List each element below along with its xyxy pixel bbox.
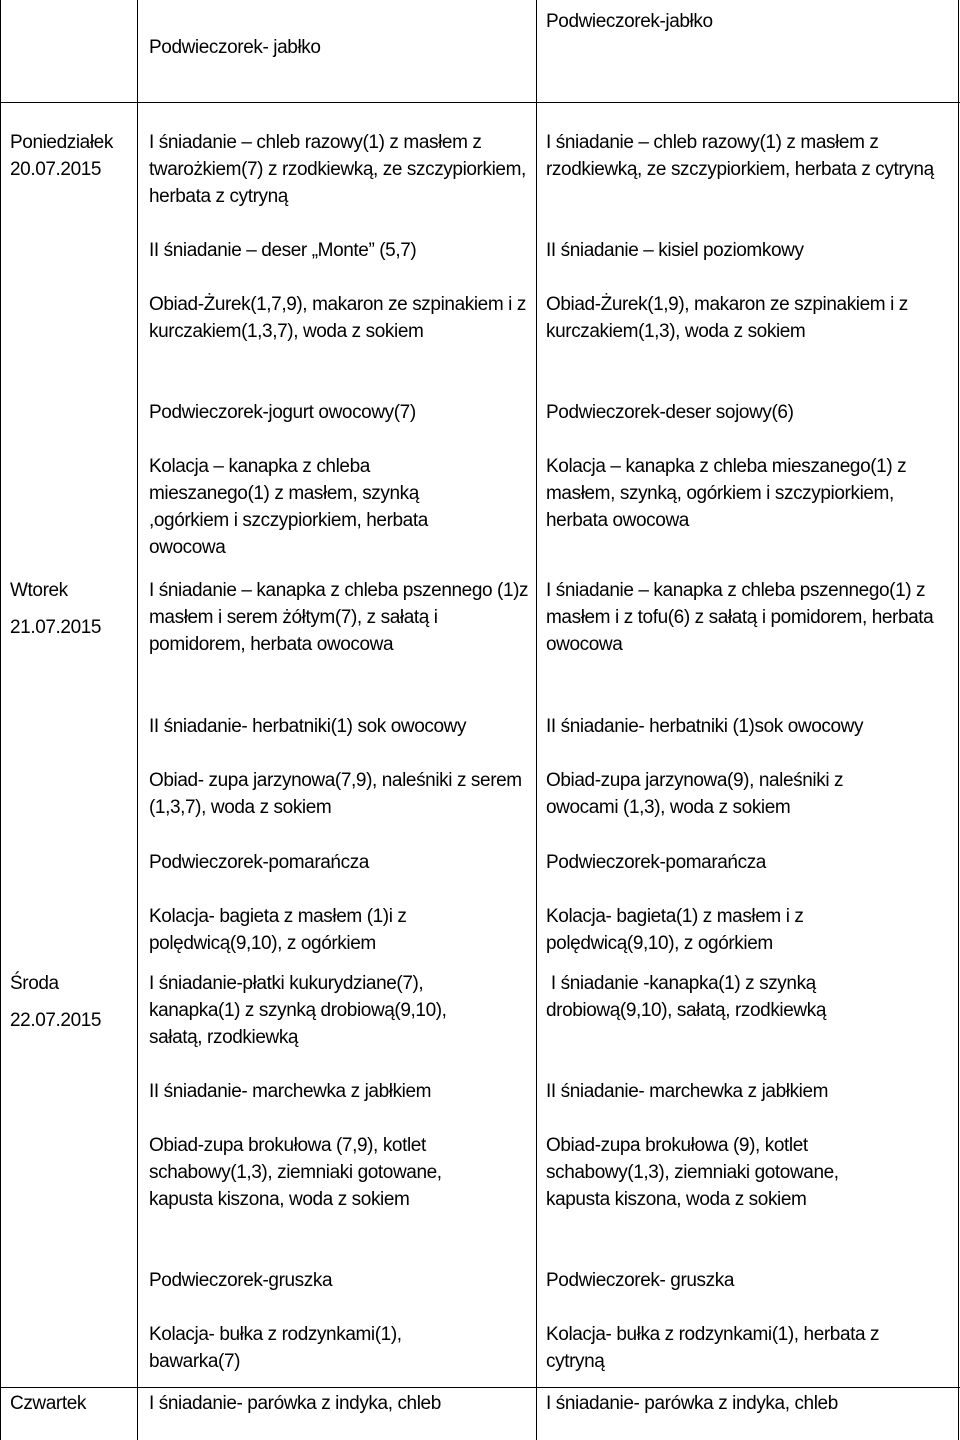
day-name: Czwartek: [10, 1393, 86, 1414]
meal-second-breakfast: II śniadanie- herbatniki(1) sok owocowy: [149, 716, 467, 737]
meal-lunch: Obiad-Żurek(1,7,9), makaron ze szpinakiem i z kurczakiem(1,3,7), woda z sokiem: [149, 294, 526, 342]
day-monday: [10, 129, 113, 183]
meal-snack: Podwieczorek-pomarańcza: [149, 852, 369, 873]
meal-second-breakfast: II śniadanie- herbatniki (1)sok owocowy: [546, 716, 864, 737]
meal-dinner: Kolacja- bułka z rodzynkami(1), bawarka(7): [149, 1324, 402, 1372]
meal-second-breakfast: II śniadanie- marchewka z jabłkiem: [149, 1081, 432, 1102]
meal-second-breakfast: II śniadanie – kisiel poziomkowy: [546, 240, 804, 261]
meal-lunch: Obiad-Żurek(1,9), makaron ze szpinakiem i z kurczakiem(1,3), woda z sokiem: [546, 294, 908, 342]
meal-lunch: Obiad-zupa jarzynowa(9), naleśniki z owocami (1,3), woda z sokiem: [546, 770, 844, 818]
meal-breakfast: I śniadanie -kanapka(1) z szynką drobiową(9,10), sałatą, rzodkiewką: [546, 973, 826, 1021]
menu-thursday-left: [149, 1390, 533, 1417]
meal-breakfast: I śniadanie – kanapka z chleba pszennego (1)z masłem i serem żółtym(7), z sałatą i pomidorem, herbata owocowa: [149, 580, 529, 655]
meal-snack: Podwieczorek- gruszka: [546, 1270, 735, 1291]
meal-dinner: Kolacja – kanapka z chleba mieszanego(1) z masłem, szynką, ogórkiem i szczypiorkiem, herbata owocowa: [546, 456, 907, 531]
meal-lunch: Obiad-zupa brokułowa (9), kotlet schabowy(1,3), ziemniaki gotowane, kapusta kiszona, woda z sokiem: [546, 1135, 839, 1210]
meal-dinner: Kolacja- bagieta(1) z masłem i z polędwicą(9,10), z ogórkiem: [546, 906, 804, 954]
table-border-left: [0, 0, 1, 1440]
day-wednesday: [10, 970, 101, 1034]
meal-snack: Podwieczorek-pomarańcza: [546, 852, 766, 873]
meal-breakfast: I śniadanie – chleb razowy(1) z masłem z rzodkiewką, ze szczypiorkiem, herbata z cytryną: [546, 132, 934, 180]
meal-snack: Podwieczorek-jogurt owocowy(7): [149, 402, 416, 423]
meal-dinner: Kolacja- bagieta z masłem (1)i z polędwicą(9,10), z ogórkiem: [149, 906, 407, 954]
meal-dinner: Kolacja- bułka z rodzynkami(1), herbata z cytryną: [546, 1324, 880, 1372]
meal-snack: Podwieczorek-gruszka: [149, 1270, 333, 1291]
table-row-divider-header: [0, 102, 960, 103]
meal-breakfast: I śniadanie – chleb razowy(1) z masłem z twarożkiem(7) z rzodkiewką, ze szczypiorkiem, herbata z cytryną: [149, 132, 526, 207]
day-date: 20.07.2015: [10, 159, 102, 180]
meal-dinner: Kolacja – kanapka z chleba mieszanego(1) z masłem, szynką ,ogórkiem i szczypiorkiem, herbata owocowa: [149, 456, 428, 558]
meal-breakfast: I śniadanie- parówka z indyka, chleb: [546, 1393, 838, 1414]
meal-breakfast: I śniadanie-płatki kukurydziane(7), kanapka(1) z szynką drobiową(9,10), sałatą, rzodkiewką: [149, 973, 447, 1048]
header-snack-left: Podwieczorek- jabłko: [149, 37, 321, 58]
meal-second-breakfast: II śniadanie – deser „Monte” (5,7): [149, 240, 417, 261]
meal-breakfast: I śniadanie- parówka z indyka, chleb: [149, 1393, 441, 1414]
day-date: 22.07.2015: [10, 1010, 102, 1031]
day-tuesday: [10, 577, 101, 641]
meal-lunch: Obiad-zupa brokułowa (7,9), kotlet schabowy(1,3), ziemniaki gotowane, kapusta kiszona, woda z sokiem: [149, 1135, 442, 1210]
column-divider-2: [536, 0, 537, 1440]
table-row-divider-thursday: [0, 1387, 960, 1388]
column-divider-1: [137, 0, 138, 1440]
meal-breakfast: I śniadanie – kanapka z chleba pszennego(1) z masłem i z tofu(6) z sałatą i pomidorem, herbata owocowa: [546, 580, 934, 655]
meal-snack: Podwieczorek-deser sojowy(6): [546, 402, 794, 423]
day-date: 21.07.2015: [10, 617, 102, 638]
header-snack-right: Podwieczorek-jabłko: [546, 11, 713, 32]
meal-lunch: Obiad- zupa jarzynowa(7,9), naleśniki z serem (1,3,7), woda z sokiem: [149, 770, 522, 818]
day-thursday: [10, 1390, 86, 1417]
table-border-right: [958, 0, 959, 1440]
menu-thursday-right: [546, 1390, 956, 1417]
day-name: Wtorek: [10, 580, 68, 601]
day-name: Poniedziałek: [10, 132, 113, 153]
day-name: Środa: [10, 973, 59, 994]
meal-second-breakfast: II śniadanie- marchewka z jabłkiem: [546, 1081, 829, 1102]
